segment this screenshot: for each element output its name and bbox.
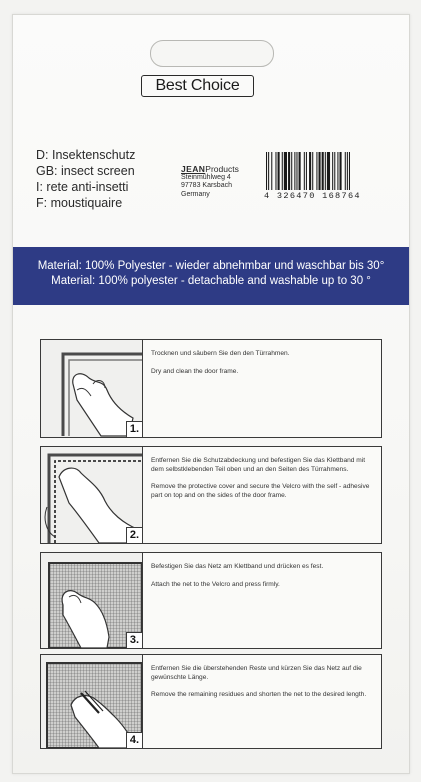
barcode-bar (278, 152, 280, 190)
barcode-bar (288, 152, 290, 190)
step-3-number: 3. (126, 632, 142, 648)
barcode-bar (312, 152, 313, 190)
step-3-text (151, 563, 375, 589)
step-2-text (151, 457, 375, 501)
barcode-bar (275, 152, 276, 190)
barcode-bars (264, 152, 392, 190)
product-name-de: D: Insektenschutz (36, 148, 136, 162)
material-band (13, 247, 409, 305)
barcode-bar (291, 152, 292, 190)
step-1 (40, 339, 382, 438)
company-name (181, 165, 239, 174)
barcode-bar (345, 152, 346, 190)
company-country: Germany (181, 190, 210, 198)
barcode (264, 152, 394, 201)
step-3-en: Attach the net to the Velcro and press firmly. (151, 580, 280, 588)
step-3-illustration (41, 553, 143, 648)
barcode-bar (334, 152, 335, 190)
step-1-de: Trocknen und säubern Sie den den Türrahmen. (151, 350, 290, 357)
hang-hole (150, 40, 274, 67)
barcode-bar (306, 152, 307, 190)
barcode-bar (319, 152, 321, 190)
step-2-illustration (41, 447, 143, 543)
step-3-de: Befestigen Sie das Netz am Klettband und drücken es fest. (151, 563, 324, 570)
step-2 (40, 446, 382, 544)
product-name-list (36, 147, 135, 211)
step-1-text (151, 350, 375, 376)
barcode-bar (268, 152, 269, 190)
step-2-en: Remove the protective cover and secure the Velcro with the self - adhesive part on top and on the sides of the door frame. (151, 483, 370, 500)
barcode-bar (299, 152, 301, 190)
barcode-bar (266, 152, 267, 190)
barcode-bar (271, 152, 272, 190)
step-2-de: Entfernen Sie die Schutzabdeckung und befestigen Sie das Klettband mit dem selbstklebenden Teil oben und an den Seiten des Türrahmens. (151, 457, 366, 473)
barcode-bar (309, 152, 311, 190)
barcode-digits: 4 326470 168764 (264, 191, 361, 201)
step-4-number: 4. (126, 732, 142, 748)
packaging-card (12, 14, 410, 774)
material-de: Material: 100% Polyester - wieder abnehmbar und waschbar bis 30° (37, 260, 385, 272)
barcode-bar (316, 152, 317, 190)
barcode-bar (294, 152, 295, 190)
product-name-gb: GB: insect screen (36, 164, 135, 178)
barcode-bar (304, 152, 305, 190)
step-4-illustration (41, 655, 143, 748)
material-en: Material: 100% polyester - detachable and washable up to 30 ° (51, 275, 371, 287)
company-address (181, 165, 239, 199)
barcode-bar (337, 152, 338, 190)
step-4-de: Entfernen Sie die überstehenden Reste und kürzen Sie das Netz auf die gewünschte Länge. (151, 665, 362, 681)
company-name-rest: Products (205, 164, 239, 174)
step-1-number: 1. (126, 421, 142, 437)
step-4-en: Remove the remaining residues and shorten the net to the desired length. (151, 691, 367, 699)
brand-logo: Best Choice (141, 75, 254, 97)
barcode-bar (347, 152, 348, 190)
barcode-bar (284, 152, 287, 190)
step-1-illustration (41, 340, 143, 437)
step-4-text (151, 665, 375, 700)
barcode-bar (327, 152, 330, 190)
company-street: Steinmühlweg 4 (181, 173, 231, 181)
step-2-number: 2. (126, 527, 142, 543)
product-name-it: I: rete anti-insetti (36, 180, 129, 194)
step-1-en: Dry and clean the door frame. (151, 367, 239, 375)
barcode-bar (349, 152, 350, 190)
step-4 (40, 654, 382, 749)
company-name-bold: JEAN (181, 164, 206, 174)
barcode-bar (340, 152, 342, 190)
barcode-bar (282, 152, 283, 190)
step-3 (40, 552, 382, 649)
barcode-bar (322, 152, 324, 190)
barcode-bar (332, 152, 333, 190)
product-name-fr: F: moustiquaire (36, 196, 123, 210)
barcode-bar (296, 152, 297, 190)
company-city: 97783 Karsbach (181, 182, 232, 189)
barcode-bar (325, 152, 326, 190)
